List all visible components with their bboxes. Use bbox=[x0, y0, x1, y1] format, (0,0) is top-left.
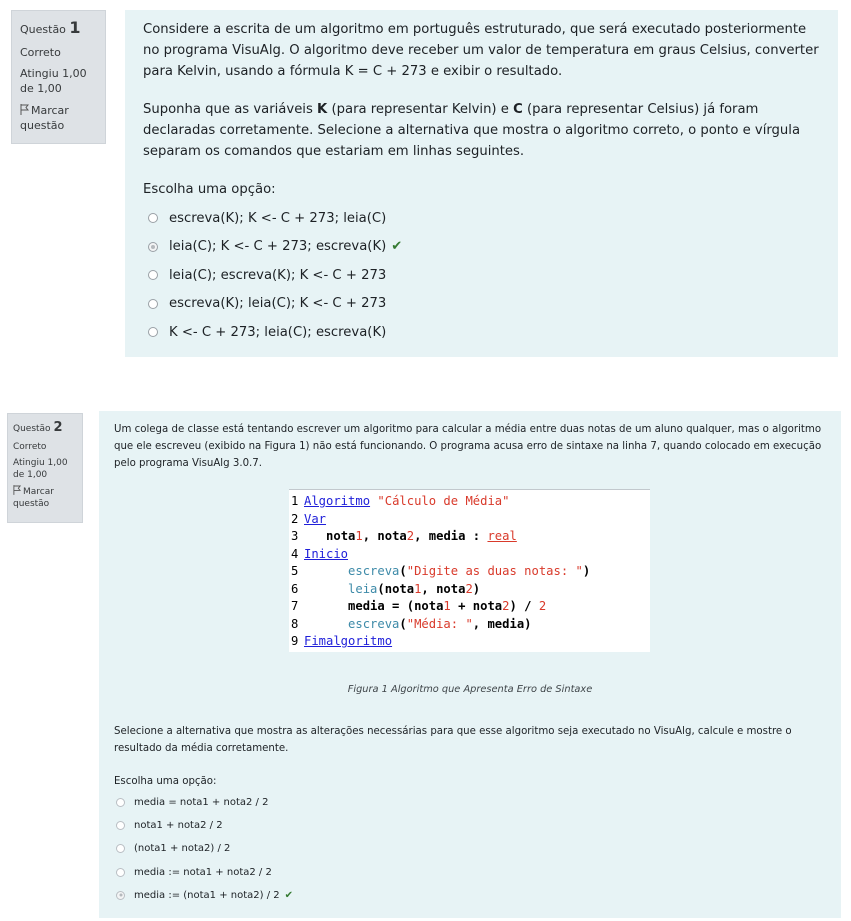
code-line-8: 8 escreva("Média: ", media) bbox=[291, 616, 532, 631]
code-line-9: 9 Fimalgoritmo bbox=[291, 634, 393, 648]
correct-check-icon: ✔ bbox=[391, 239, 403, 255]
radio-button[interactable] bbox=[116, 844, 125, 853]
code-line-6: 6 leia(nota1, nota2) bbox=[291, 581, 481, 596]
question-text: Um colega de classe está tentando escrever um algoritmo para calcular a média entre duas notas de um aluno qualquer, mas o algoritmo que ele escreveu (exibido na Figura 1) não está funcionando. O programa acusa erro de sintaxe na linha 7, quando colocado em execução pelo programa VisuAlg 3.0.7. bbox=[114, 424, 822, 469]
answer-option-b[interactable]: leia(C); K <- C + 273; escreva(K) ✔ bbox=[143, 233, 820, 262]
answer-option-a[interactable]: media = nota1 + nota2 / 2 bbox=[116, 791, 293, 814]
question-text-2: Selecione a alternativa que mostra as alterações necessárias para que esse algoritmo seja executado no VisuAlg, calcule e mostre o resultado da média corretamente. bbox=[114, 726, 792, 754]
answer-prompt: Escolha uma opção: bbox=[114, 776, 217, 787]
answer-option-d[interactable]: escreva(K); leia(C); K <- C + 273 bbox=[143, 290, 820, 319]
radio-button[interactable] bbox=[148, 270, 158, 280]
question-number: Questão 2 bbox=[13, 420, 63, 435]
radio-button[interactable] bbox=[148, 299, 158, 309]
flag-icon bbox=[20, 104, 29, 115]
radio-button[interactable] bbox=[116, 868, 125, 877]
answer-option-e[interactable]: K <- C + 273; leia(C); escreva(K) bbox=[143, 318, 820, 347]
question-2-info bbox=[7, 413, 83, 523]
answer-options bbox=[143, 204, 820, 347]
question-number: Questão 1 bbox=[20, 18, 81, 37]
code-line-7: 7 media = (nota1 + nota2) / 2 bbox=[291, 599, 547, 613]
code-line-1: 1 Algoritmo "Cálculo de Média" bbox=[291, 494, 510, 508]
radio-button-selected[interactable] bbox=[148, 242, 158, 252]
answer-option-e[interactable]: media := (nota1 + nota2) / 2 ✔ bbox=[116, 884, 293, 907]
question-state: Correto bbox=[13, 441, 47, 452]
question-2-content bbox=[99, 411, 841, 918]
code-figure bbox=[289, 489, 650, 652]
question-1-info bbox=[11, 10, 106, 144]
question-text-2: Suponha que as variáveis K (para representar Kelvin) e C (para representar Celsius) já foram declaradas corretamente. Selecione a alternativa que mostra o algoritmo correto, o ponto e vírgula separam os comandos que estariam em linhas seguintes. bbox=[143, 102, 801, 159]
flag-question-link[interactable]: Marcar questão bbox=[20, 104, 69, 132]
radio-button[interactable] bbox=[116, 821, 125, 830]
correct-check-icon: ✔ bbox=[284, 889, 294, 901]
answer-option-c[interactable]: (nota1 + nota2) / 2 bbox=[116, 837, 293, 860]
code-line-5: 5 escreva("Digite as duas notas: ") bbox=[291, 564, 591, 578]
question-grade: Atingiu 1,00 de 1,00 bbox=[13, 457, 68, 480]
radio-button[interactable] bbox=[116, 798, 125, 807]
question-text: Considere a escrita de um algoritmo em português estruturado, que será executado posteriormente no programa VisuAlg. O algoritmo deve receber um valor de temperatura em graus Celsius, converter para Kelvin, usando a fórmula K = C + 273 e exibir o resultado. bbox=[143, 22, 819, 79]
flag-question-link[interactable]: Marcar questão bbox=[13, 486, 54, 510]
answer-prompt: Escolha uma opção: bbox=[143, 182, 276, 197]
question-grade: Atingiu 1,00 de 1,00 bbox=[20, 67, 87, 96]
code-line-2: 2 Var bbox=[291, 511, 327, 526]
code-line-3: 3 nota1, nota2, media : real bbox=[291, 529, 517, 543]
answer-option-a[interactable]: escreva(K); K <- C + 273; leia(C) bbox=[143, 204, 820, 233]
question-state: Correto bbox=[20, 45, 61, 59]
answer-option-c[interactable]: leia(C); escreva(K); K <- C + 273 bbox=[143, 261, 820, 290]
flag-icon bbox=[13, 485, 21, 495]
answer-options bbox=[116, 791, 293, 907]
answer-option-d[interactable]: media := nota1 + nota2 / 2 bbox=[116, 861, 293, 884]
answer-option-b[interactable]: nota1 + nota2 / 2 bbox=[116, 814, 293, 837]
figure-caption: Figura 1 Algoritmo que Apresenta Erro de Sintaxe bbox=[347, 684, 593, 695]
radio-button[interactable] bbox=[148, 327, 158, 337]
radio-button-selected[interactable] bbox=[116, 891, 125, 900]
radio-button[interactable] bbox=[148, 213, 158, 223]
question-1-content bbox=[125, 10, 838, 357]
code-line-4: 4 Inicio bbox=[291, 546, 349, 561]
